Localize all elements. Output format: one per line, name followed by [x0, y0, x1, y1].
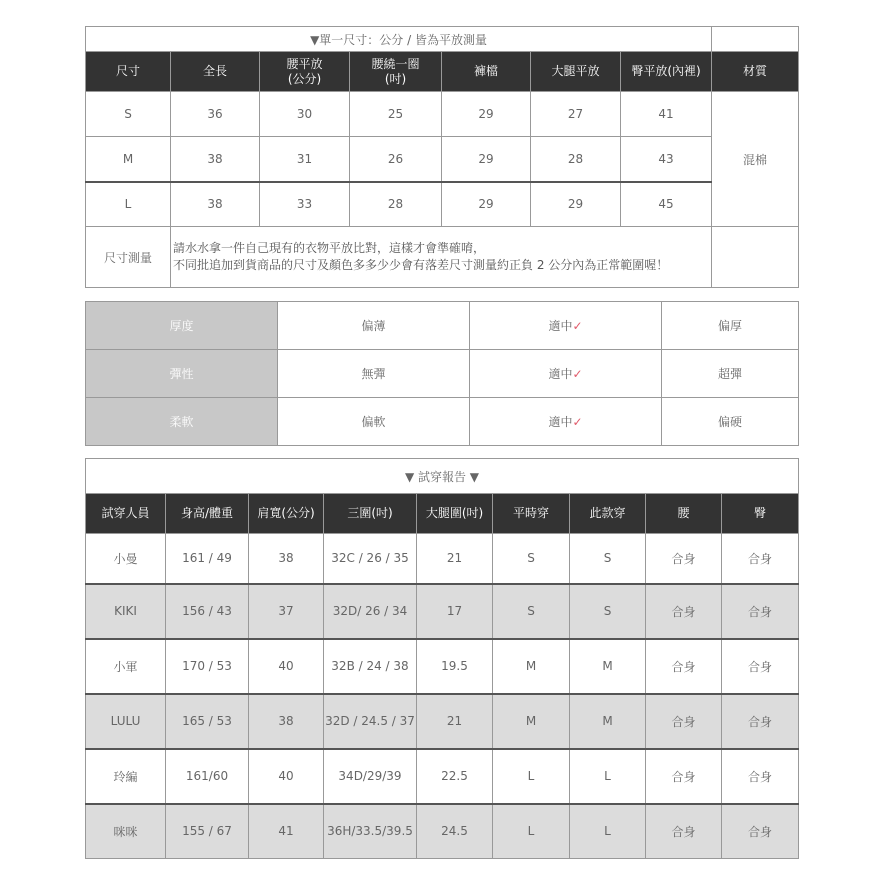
col-header-measurements: 三圍(吋) — [324, 494, 417, 534]
size-cell: 27 — [531, 92, 621, 137]
fabric-row-thickness — [86, 302, 799, 350]
size-cell: 38 — [171, 182, 260, 227]
fabric-option-selected — [470, 350, 662, 398]
fit-report-rows — [86, 534, 799, 859]
size-cell: 33 — [260, 182, 350, 227]
measure-blank-cell — [712, 227, 799, 288]
fit-report-row — [86, 694, 799, 749]
fit-report-header — [86, 494, 799, 534]
fit-report-cell: 36H/33.5/39.5 — [324, 804, 417, 859]
fit-report-cell: 38 — [249, 694, 324, 749]
fabric-label: 彈性 — [86, 350, 278, 398]
size-cell: 45 — [621, 182, 712, 227]
fabric-table — [85, 301, 799, 446]
size-cell: 29 — [442, 137, 531, 182]
fabric-row-softness — [86, 398, 799, 446]
size-label: L — [86, 182, 171, 227]
fit-report-cell: LULU — [86, 694, 166, 749]
size-row-m — [86, 137, 799, 182]
fit-report-row — [86, 639, 799, 694]
measure-label: 尺寸測量 — [86, 227, 171, 288]
fit-report-cell: M — [493, 694, 570, 749]
size-cell: 29 — [442, 92, 531, 137]
fabric-row-elasticity — [86, 350, 799, 398]
fit-report-cell: S — [493, 584, 570, 639]
col-header-tester: 試穿人員 — [86, 494, 166, 534]
fit-report-cell: 21 — [417, 534, 493, 584]
fabric-option-label: 適中 — [548, 319, 573, 333]
size-cell: 36 — [171, 92, 260, 137]
fit-report-cell: KIKI — [86, 584, 166, 639]
fit-report-cell: 21 — [417, 694, 493, 749]
fit-report-row — [86, 749, 799, 804]
size-cell: 30 — [260, 92, 350, 137]
col-header-thigh: 大腿平放 — [531, 52, 621, 92]
fabric-label: 厚度 — [86, 302, 278, 350]
fit-report-cell: 41 — [249, 804, 324, 859]
size-cell: 29 — [531, 182, 621, 227]
fit-report-row — [86, 534, 799, 584]
fit-report-cell: 38 — [249, 534, 324, 584]
fit-report-cell: 165 / 53 — [166, 694, 249, 749]
fit-report-cell: 40 — [249, 749, 324, 804]
fit-report-cell: 32D / 24.5 / 37 — [324, 694, 417, 749]
fit-report-cell: 40 — [249, 639, 324, 694]
col-header-waist-round: 腰繞一圈 (吋) — [350, 52, 442, 92]
fit-report-cell: 合身 — [646, 694, 722, 749]
fit-report-caption: ▼ 試穿報告 ▼ — [86, 459, 799, 494]
measure-note — [171, 227, 712, 288]
fit-report-cell: 155 / 67 — [166, 804, 249, 859]
check-mark-icon: ✓ — [572, 319, 583, 333]
size-label: S — [86, 92, 171, 137]
fit-report-cell: S — [493, 534, 570, 584]
col-header-hip: 臀 — [722, 494, 799, 534]
fabric-option: 偏薄 — [278, 302, 470, 350]
fit-report-cell: M — [570, 639, 646, 694]
size-cell: 43 — [621, 137, 712, 182]
fit-report-cell: 合身 — [722, 694, 799, 749]
col-header-hip: 臀平放(內裡) — [621, 52, 712, 92]
col-header-waist: 腰 — [646, 494, 722, 534]
fit-report-cell: S — [570, 584, 646, 639]
size-cell: 26 — [350, 137, 442, 182]
fit-report-cell: L — [493, 749, 570, 804]
fit-report-cell: 合身 — [722, 749, 799, 804]
col-header-length: 全長 — [171, 52, 260, 92]
col-header-rise: 褲檔 — [442, 52, 531, 92]
size-label: M — [86, 137, 171, 182]
fit-report-cell: 32B / 24 / 38 — [324, 639, 417, 694]
fit-report-cell: 合身 — [722, 584, 799, 639]
fit-report-cell: S — [570, 534, 646, 584]
material-cell: 混棉 — [712, 92, 799, 227]
fit-report-table — [85, 458, 799, 859]
fit-report-cell: 37 — [249, 584, 324, 639]
fit-report-cell: 合身 — [646, 804, 722, 859]
fabric-option: 偏硬 — [662, 398, 799, 446]
size-cell: 28 — [531, 137, 621, 182]
fit-report-cell: 合身 — [646, 749, 722, 804]
fit-report-cell: M — [493, 639, 570, 694]
fit-report-cell: 合身 — [646, 639, 722, 694]
col-header-this-size: 此款穿 — [570, 494, 646, 534]
fabric-label: 柔軟 — [86, 398, 278, 446]
size-row-l — [86, 182, 799, 227]
fabric-option-label: 適中 — [548, 415, 573, 429]
size-cell: 38 — [171, 137, 260, 182]
fit-report-cell: 22.5 — [417, 749, 493, 804]
size-table — [85, 26, 799, 288]
caption-blank-cell — [712, 27, 799, 52]
fit-report-cell: M — [570, 694, 646, 749]
fit-report-cell: 24.5 — [417, 804, 493, 859]
size-cell: 29 — [442, 182, 531, 227]
size-row-s — [86, 92, 799, 137]
col-header-height-weight: 身高/體重 — [166, 494, 249, 534]
fit-report-row — [86, 584, 799, 639]
col-header-usual-size: 平時穿 — [493, 494, 570, 534]
fit-report-cell: 合身 — [646, 584, 722, 639]
fit-report-cell: 17 — [417, 584, 493, 639]
fabric-option-selected — [470, 302, 662, 350]
size-table-caption: ▼單一尺寸：公分 / 皆為平放測量 — [86, 27, 712, 52]
check-mark-icon: ✓ — [572, 415, 583, 429]
fit-report-cell: 合身 — [722, 804, 799, 859]
measure-note-line-2: 不同批追加到貨商品的尺寸及顏色多多少少會有落差尺寸測量約正負 2 公分內為正常範圍喔！ — [173, 258, 669, 272]
fit-report-cell: 合身 — [722, 639, 799, 694]
size-cell: 41 — [621, 92, 712, 137]
fit-report-row — [86, 804, 799, 859]
col-header-size: 尺寸 — [86, 52, 171, 92]
col-header-thigh: 大腿圍(吋) — [417, 494, 493, 534]
fit-report-cell: 小曼 — [86, 534, 166, 584]
col-header-material: 材質 — [712, 52, 799, 92]
fit-report-cell: 合身 — [722, 534, 799, 584]
fit-report-cell: 170 / 53 — [166, 639, 249, 694]
fabric-option: 無彈 — [278, 350, 470, 398]
fit-report-cell: 小軍 — [86, 639, 166, 694]
size-cell: 28 — [350, 182, 442, 227]
check-mark-icon: ✓ — [572, 367, 583, 381]
fit-report-cell: 玲編 — [86, 749, 166, 804]
fabric-option: 偏軟 — [278, 398, 470, 446]
fabric-option: 超彈 — [662, 350, 799, 398]
fit-report-cell: 161/60 — [166, 749, 249, 804]
fabric-option-selected — [470, 398, 662, 446]
col-header-shoulder: 肩寬(公分) — [249, 494, 324, 534]
fit-report-cell: L — [493, 804, 570, 859]
measure-note-line-1: 請水水拿一件自己現有的衣物平放比對，這樣才會準確唷， — [173, 241, 486, 255]
fit-report-cell: 161 / 49 — [166, 534, 249, 584]
fabric-option: 偏厚 — [662, 302, 799, 350]
fit-report-cell: 咪咪 — [86, 804, 166, 859]
col-header-waist-flat: 腰平放 (公分) — [260, 52, 350, 92]
size-cell: 25 — [350, 92, 442, 137]
fit-report-cell: 32D/ 26 / 34 — [324, 584, 417, 639]
fit-report-cell: 合身 — [646, 534, 722, 584]
fit-report-cell: 34D/29/39 — [324, 749, 417, 804]
fit-report-cell: L — [570, 749, 646, 804]
fit-report-cell: 156 / 43 — [166, 584, 249, 639]
fit-report-cell: L — [570, 804, 646, 859]
measure-row — [86, 227, 799, 288]
fit-report-cell: 32C / 26 / 35 — [324, 534, 417, 584]
fabric-option-label: 適中 — [548, 367, 573, 381]
size-cell: 31 — [260, 137, 350, 182]
fit-report-cell: 19.5 — [417, 639, 493, 694]
